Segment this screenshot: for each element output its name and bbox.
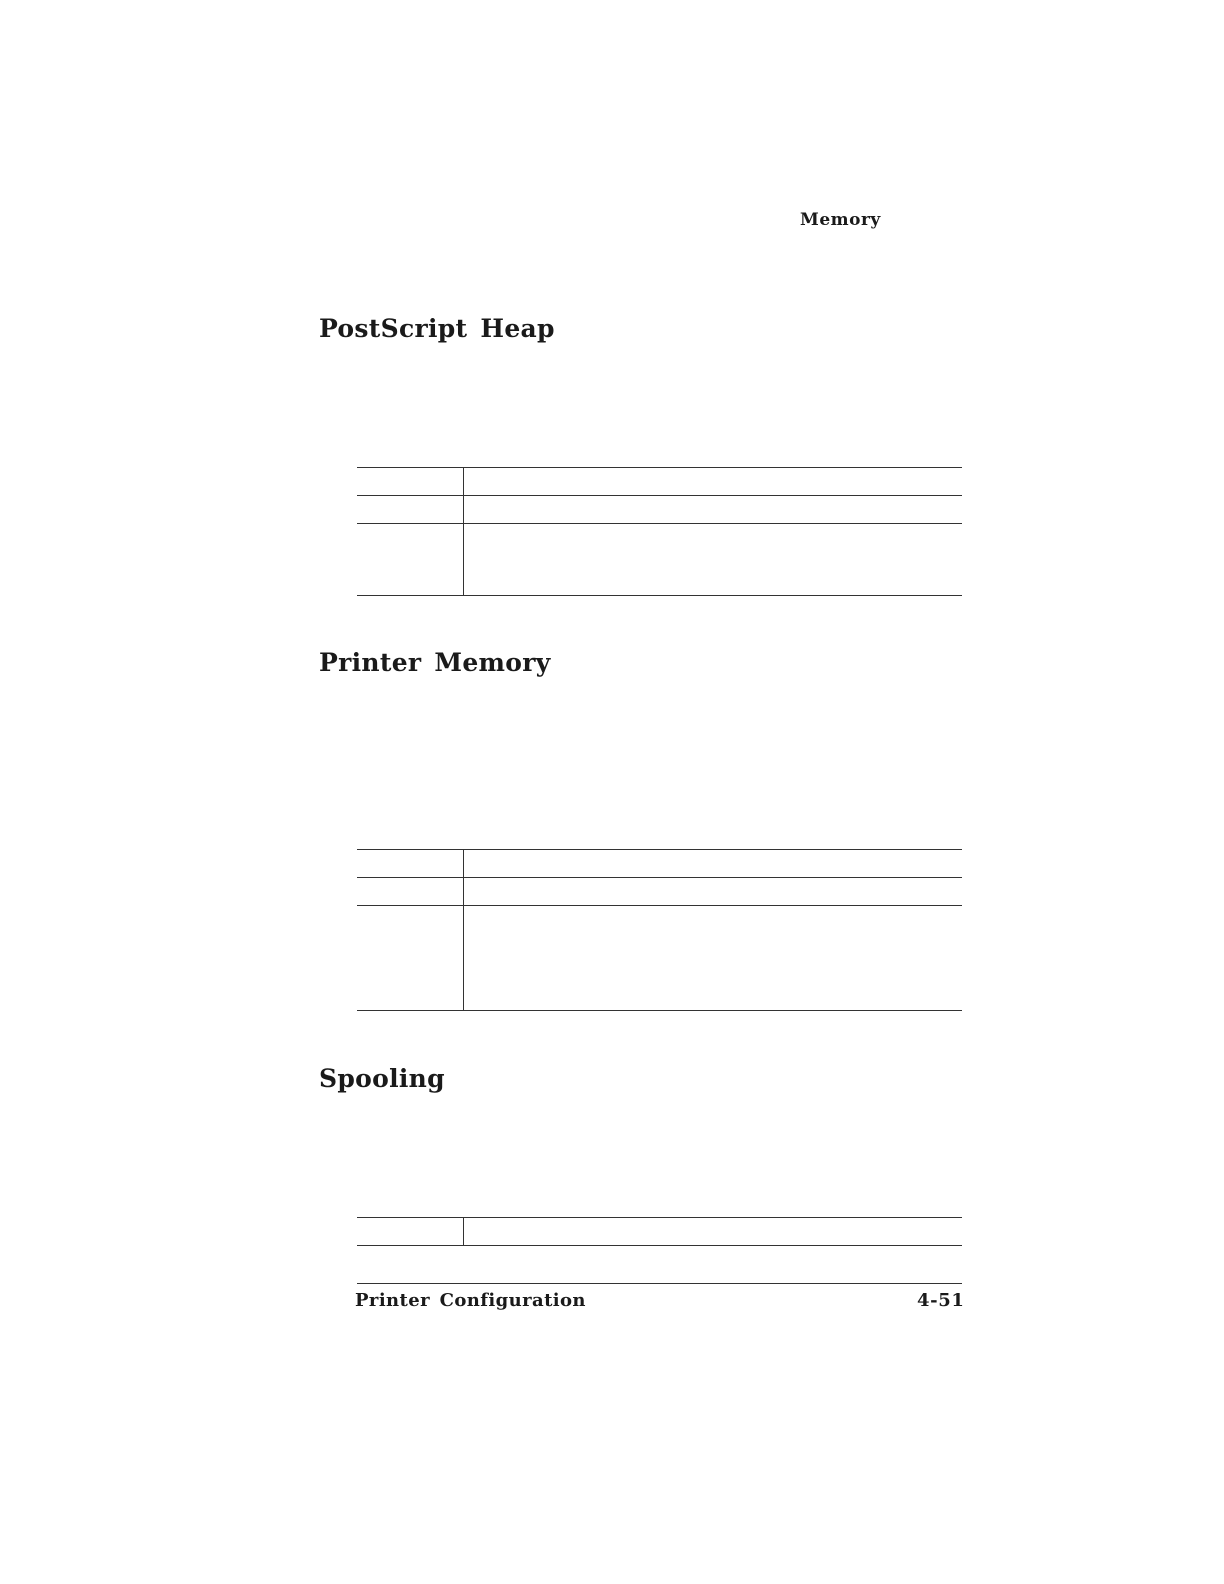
table-row	[357, 850, 962, 878]
postscript-heap-table	[357, 467, 962, 596]
section-title-printer-memory: Printer Memory	[319, 648, 551, 677]
spooling-table	[357, 1217, 962, 1246]
printer-memory-table	[357, 849, 962, 1011]
table-row	[357, 878, 962, 906]
table-row	[357, 496, 962, 524]
table-row	[357, 468, 962, 496]
table-row	[357, 1218, 962, 1246]
footer-divider	[357, 1283, 962, 1284]
table-row	[357, 906, 962, 1011]
section-title-spooling: Spooling	[319, 1064, 445, 1093]
footer-chapter-title: Printer Configuration	[355, 1290, 586, 1311]
section-title-postscript-heap: PostScript Heap	[319, 314, 555, 343]
table-row	[357, 524, 962, 596]
running-header: Memory	[800, 210, 881, 230]
footer-page-number: 4-51	[917, 1290, 965, 1311]
